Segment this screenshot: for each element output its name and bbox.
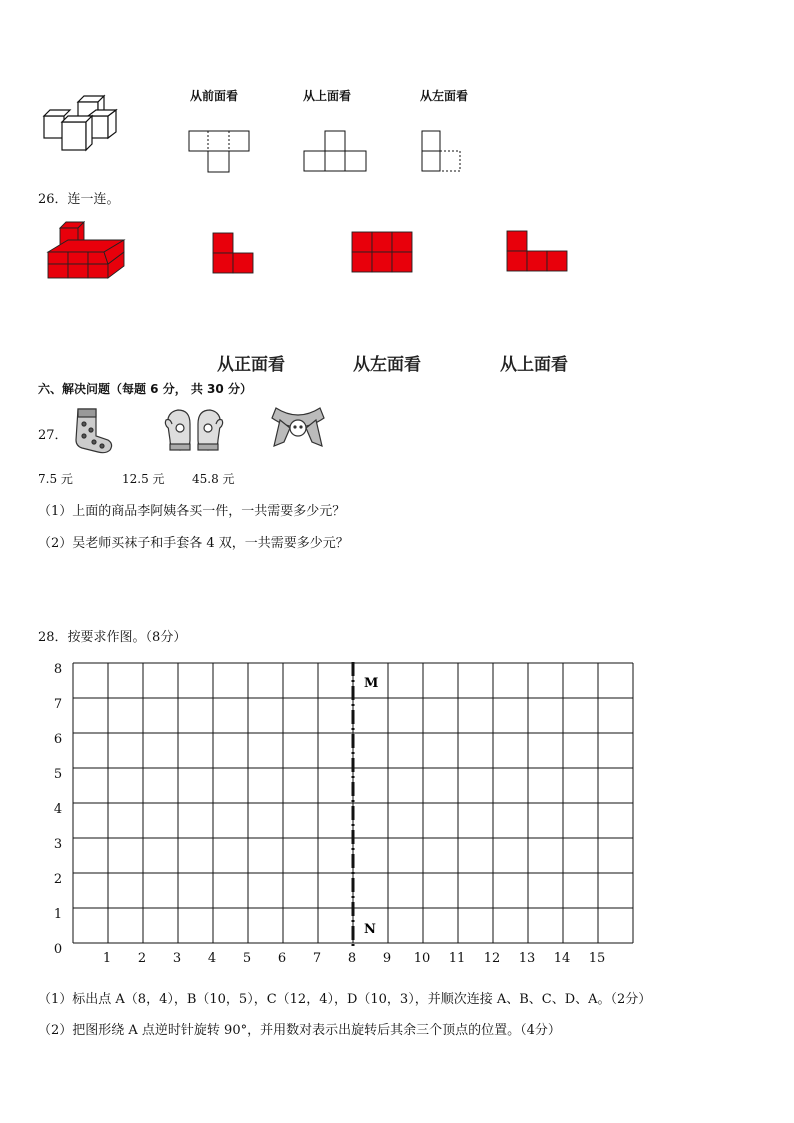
red-view-l-shape	[212, 232, 256, 274]
red-view-long-l	[506, 230, 570, 272]
price-mitten: 12.5 元	[122, 472, 165, 486]
x-tick-label: 2	[137, 951, 147, 966]
y-tick-label: 3	[53, 837, 63, 852]
x-tick-label: 7	[312, 951, 322, 966]
q28-sub1: （1）标出点 A（8，4），B（10，5），C（12，4），D（10，3），并顺次连接 A、B、C、D、A。（2分）	[38, 992, 652, 1007]
x-tick-label: 15	[588, 951, 606, 966]
price-scarf: 45.8 元	[192, 472, 235, 486]
x-tick-label: 13	[518, 951, 536, 966]
x-tick-label: 5	[242, 951, 252, 966]
x-tick-label: 11	[448, 951, 466, 966]
mitten-icon	[162, 404, 226, 456]
red-cube-solid	[44, 220, 128, 282]
y-tick-label: 7	[53, 697, 63, 712]
isometric-cube-figure	[40, 84, 130, 156]
sock-icon	[64, 406, 116, 456]
y-tick-label: 6	[53, 732, 63, 747]
left-view-drawing	[420, 130, 464, 174]
q27-sub2: （2）吴老师买袜子和手套各 4 双，一共需要多少元？	[38, 536, 349, 551]
q26-label-front: 从正面看	[217, 355, 285, 375]
x-tick-label: 14	[553, 951, 571, 966]
q27-number: 27．	[38, 428, 68, 443]
scarf-icon	[270, 402, 326, 454]
price-sock: 7.5 元	[38, 472, 73, 486]
y-tick-label: 5	[53, 767, 63, 782]
red-view-rectangle	[351, 231, 413, 273]
x-tick-label: 9	[382, 951, 392, 966]
x-tick-label: 10	[413, 951, 431, 966]
q28-title: 28．按要求作图。（8分）	[38, 630, 187, 645]
y-tick-label: 2	[53, 872, 63, 887]
q27-sub1: （1）上面的商品李阿姨各买一件，一共需要多少元？	[38, 504, 346, 519]
x-tick-label: 1	[102, 951, 112, 966]
q26-label-left: 从左面看	[353, 355, 421, 375]
section6-header: 六、解决问题（每题 6 分， 共 30 分）	[38, 382, 252, 396]
view-label-front: 从前面看	[190, 89, 239, 103]
y-tick-label: 8	[53, 662, 63, 677]
y-tick-label: 1	[53, 907, 63, 922]
x-tick-label: 4	[207, 951, 217, 966]
x-tick-label: 3	[172, 951, 182, 966]
q28-sub2: （2）把图形绕 A 点逆时针旋转 90°，并用数对表示出旋转后其余三个顶点的位置。（4分）	[38, 1023, 561, 1038]
coordinate-grid	[0, 650, 794, 970]
q26-label-top: 从上面看	[500, 355, 568, 375]
view-label-top: 从上面看	[303, 89, 352, 103]
axis-label-m: M	[364, 676, 379, 691]
axis-label-n: N	[364, 922, 376, 937]
view-label-left: 从左面看	[420, 89, 469, 103]
q26-title: 26．连一连。	[38, 192, 120, 207]
front-view-drawing	[188, 130, 250, 174]
y-tick-label: 0	[53, 942, 63, 957]
x-tick-label: 6	[277, 951, 287, 966]
top-view-drawing	[303, 130, 367, 174]
y-tick-label: 4	[53, 802, 63, 817]
x-tick-label: 8	[347, 951, 357, 966]
x-tick-label: 12	[483, 951, 501, 966]
